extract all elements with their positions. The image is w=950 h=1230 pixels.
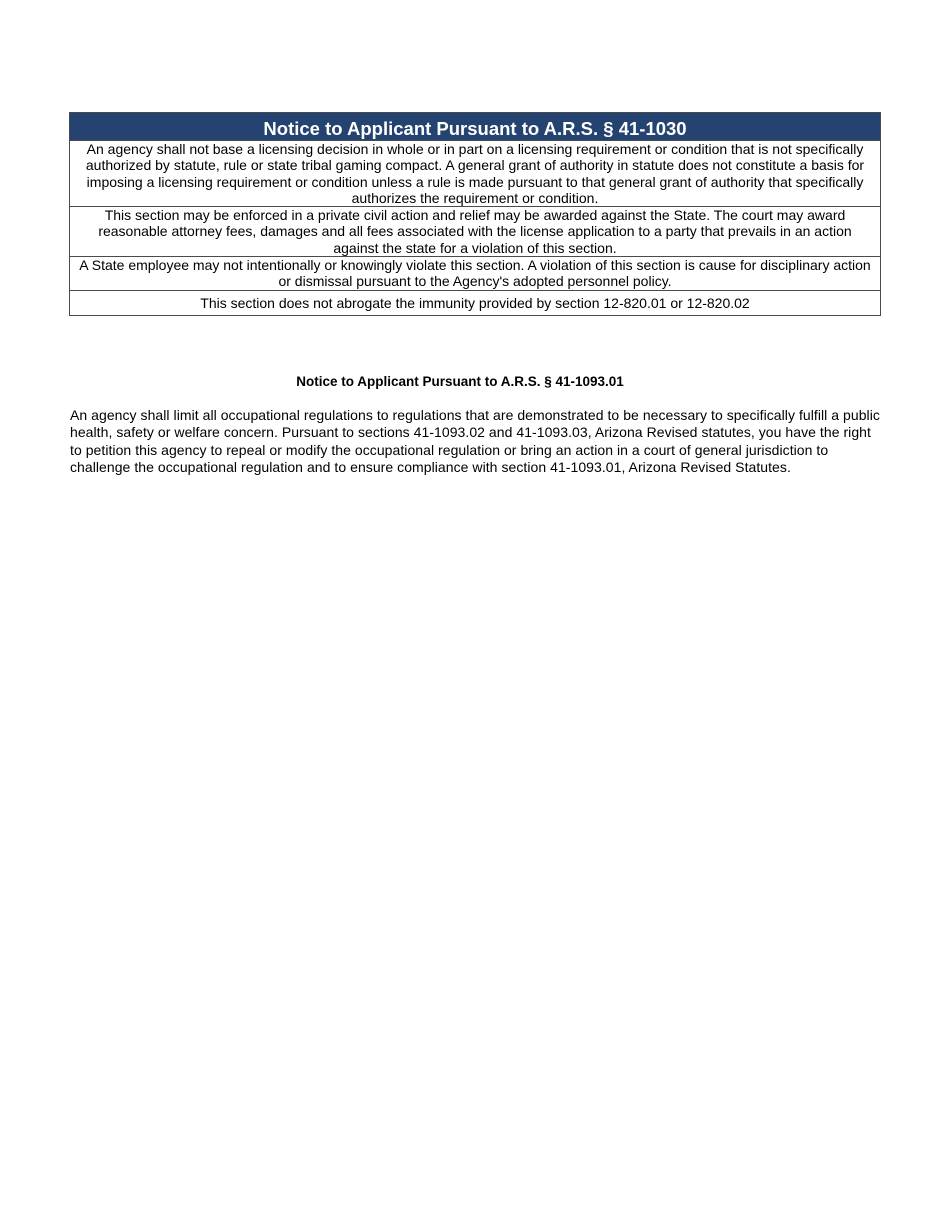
notice-41-1093-body: An agency shall limit all occupational regulations to regulations that are demonstrated to be necessary to specifically fulfill a public health, safety or welfare concern. Pursuant to sections 41-1093.02 and 41-1093.03, Arizona Revised statutes, you have the right to petition this agency to repeal or modify the occupational regulation or bring an action in a court of general jurisdiction to challenge the occupational regulation and to ensure compliance with section 41-1093.01, Arizona Revised Statutes. (70, 407, 880, 476)
notice-paragraph-licensing-decision: An agency shall not base a licensing decision in whole or in part on a licensing requirement or condition that is not specifically authorized by statute, rule or state tribal gaming compact. A general grant of authority in statute does not constitute a basis for imposing a licensing requirement or condition unless a rule is made pursuant to that general grant of authority that specifically authorizes the requirement or condition. (70, 141, 880, 207)
notice-paragraph-civil-action: This section may be enforced in a private civil action and relief may be awarded against the State. The court may award reasonable attorney fees, damages and all fees associated with the license application to a party that prevails in an action against the state for a violation of this section. (70, 207, 880, 257)
notice-table-title: Notice to Applicant Pursuant to A.R.S. § 41-1030 (70, 113, 880, 141)
notice-41-1093-title: Notice to Applicant Pursuant to A.R.S. § 41-1093.01 (296, 374, 624, 389)
notice-table-41-1030 (69, 112, 881, 316)
notice-paragraph-state-employee: A State employee may not intentionally or knowingly violate this section. A violation of this section is cause for disciplinary action or dismissal pursuant to the Agency's adopted personnel policy. (70, 257, 880, 291)
notice-paragraph-immunity: This section does not abrogate the immunity provided by section 12-820.01 or 12-820.02 (200, 294, 750, 311)
